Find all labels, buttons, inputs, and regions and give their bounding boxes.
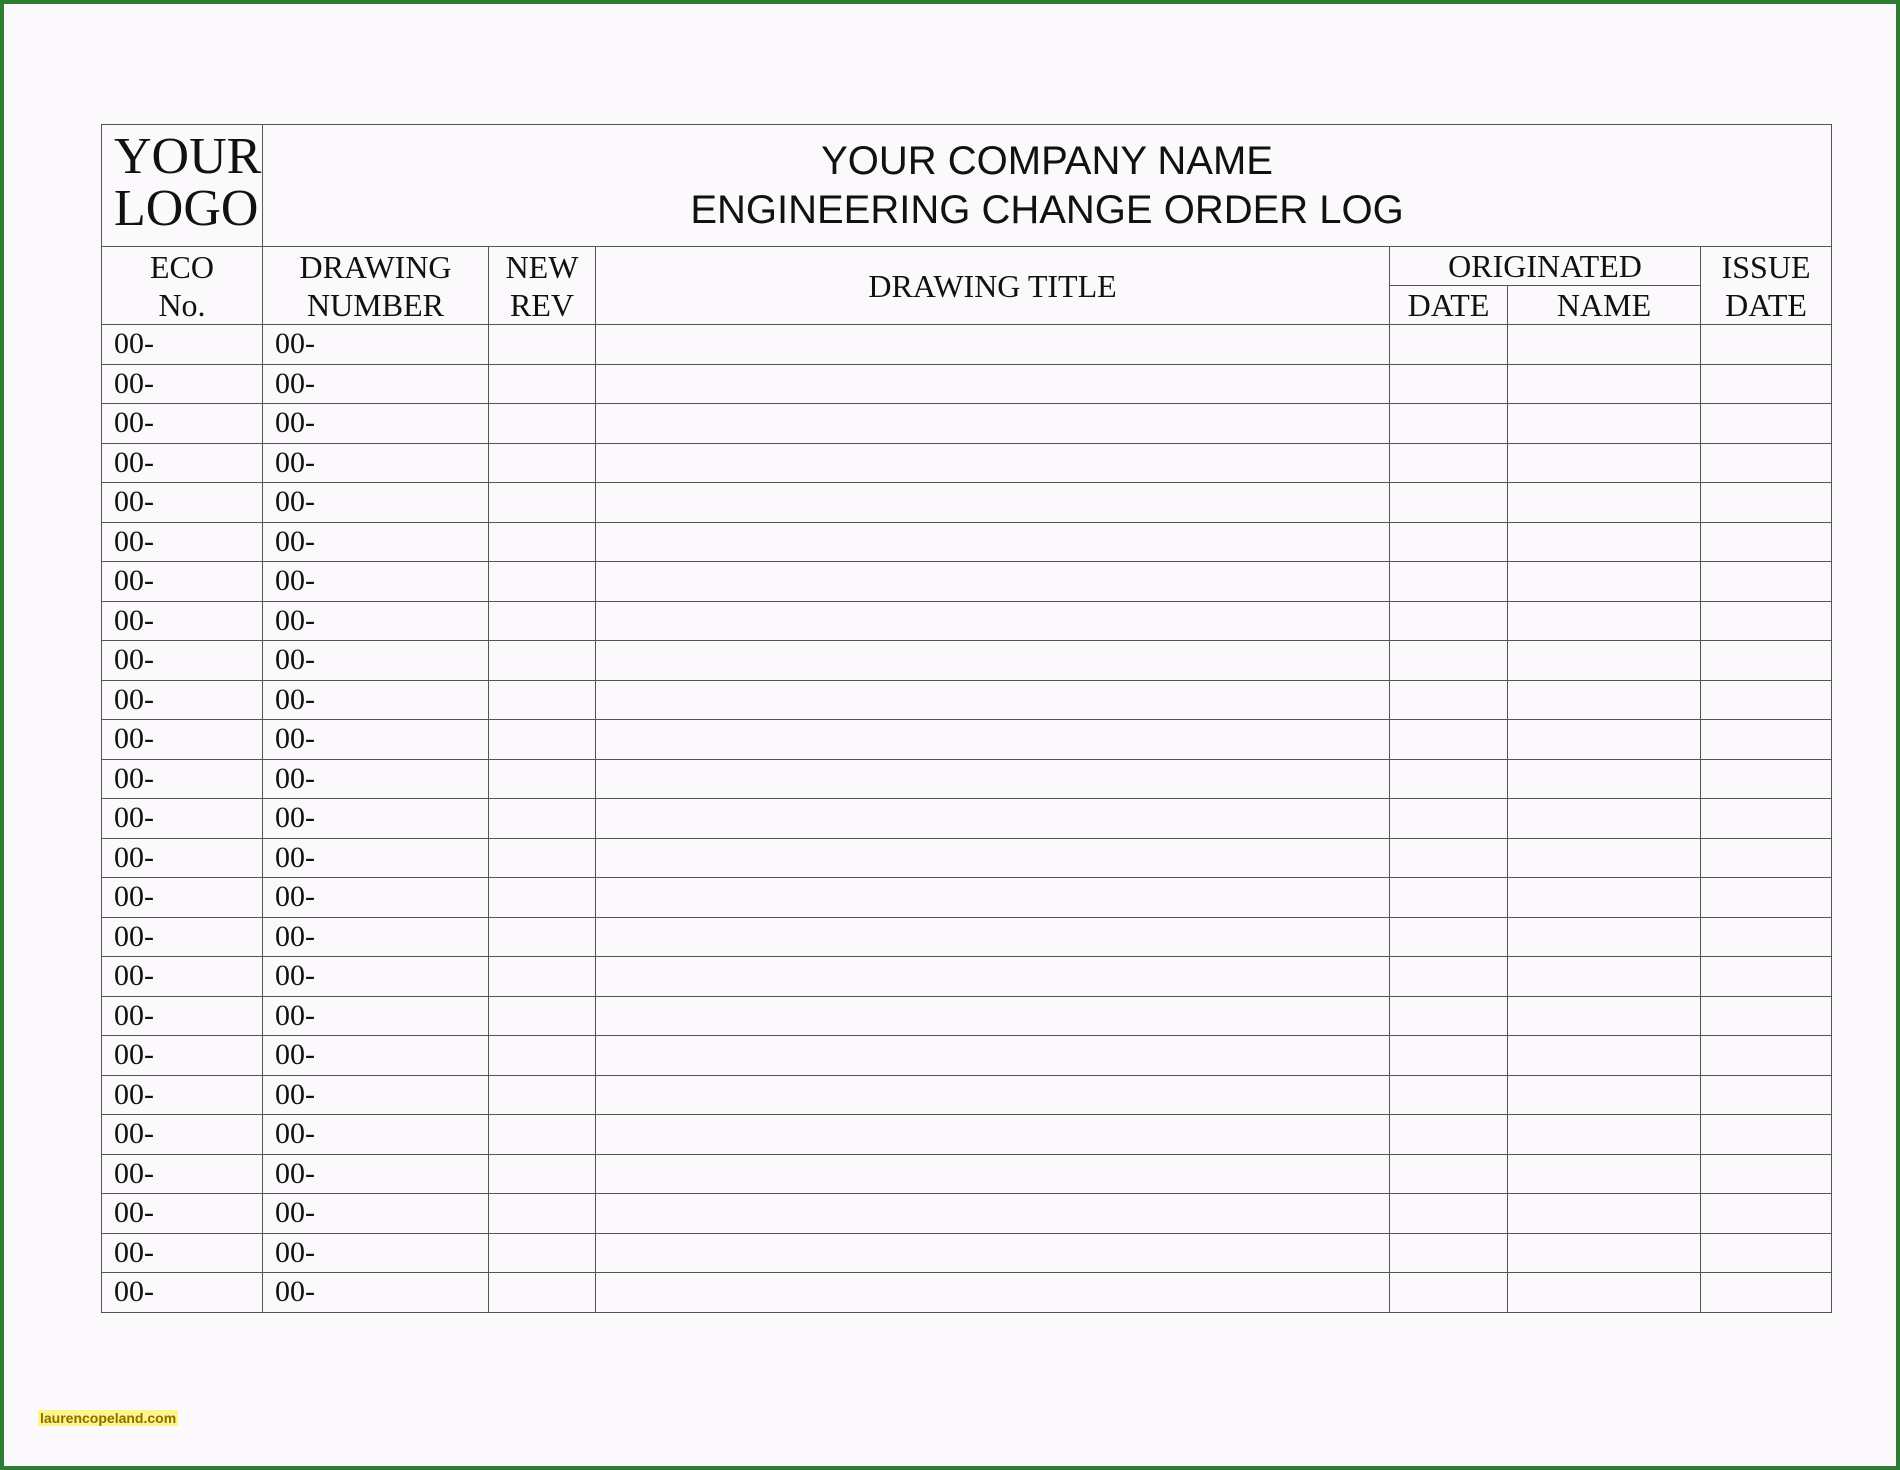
issue-date-cell[interactable] [1701, 1154, 1832, 1194]
originated-name-cell[interactable] [1508, 1233, 1701, 1273]
new-rev-cell[interactable] [489, 1233, 596, 1273]
drawing-number-cell[interactable]: 00- [263, 1194, 489, 1234]
issue-date-cell[interactable] [1701, 325, 1832, 365]
table-row [102, 957, 1832, 997]
originated-date-cell[interactable] [1390, 1194, 1508, 1234]
originated-name-cell[interactable] [1508, 325, 1701, 365]
new-rev-cell[interactable] [489, 1036, 596, 1076]
eco-cell[interactable]: 00- [102, 1115, 263, 1155]
eco-cell[interactable]: 00- [102, 325, 263, 365]
drawing-number-cell[interactable]: 00- [263, 1233, 489, 1273]
company-name: YOUR COMPANY NAME [821, 138, 1273, 183]
new-rev-cell[interactable] [489, 799, 596, 839]
new-rev-cell[interactable] [489, 1194, 596, 1234]
issue-date-cell[interactable] [1701, 601, 1832, 641]
originated-date-cell[interactable] [1390, 522, 1508, 562]
drawing-title-cell[interactable] [596, 1194, 1390, 1234]
table-row [102, 680, 1832, 720]
drawing-number-cell[interactable]: 00- [263, 404, 489, 444]
table-row [102, 1194, 1832, 1234]
originated-date-cell[interactable] [1390, 680, 1508, 720]
logo-line-1: YOUR [114, 128, 262, 185]
table-row [102, 917, 1832, 957]
new-rev-cell[interactable] [489, 443, 596, 483]
new-rev-cell[interactable] [489, 562, 596, 602]
originated-name-cell[interactable] [1508, 641, 1701, 681]
originated-name-cell[interactable] [1508, 838, 1701, 878]
eco-cell[interactable]: 00- [102, 996, 263, 1036]
table-row [102, 364, 1832, 404]
table-row [102, 483, 1832, 523]
originated-name-cell[interactable] [1508, 1194, 1701, 1234]
drawing-title-cell[interactable] [596, 443, 1390, 483]
originated-name-cell[interactable] [1508, 562, 1701, 602]
drawing-number-cell[interactable]: 00- [263, 996, 489, 1036]
col-eco-no [102, 247, 263, 325]
eco-cell[interactable]: 00- [102, 720, 263, 760]
eco-cell[interactable]: 00- [102, 1036, 263, 1076]
eco-cell[interactable]: 00- [102, 680, 263, 720]
drawing-number-cell[interactable]: 00- [263, 838, 489, 878]
col-issue-date [1701, 247, 1832, 325]
table-row [102, 1233, 1832, 1273]
originated-name-cell[interactable] [1508, 799, 1701, 839]
originated-date-cell[interactable] [1390, 996, 1508, 1036]
table-row [102, 799, 1832, 839]
originated-date-cell[interactable] [1390, 404, 1508, 444]
document-title: ENGINEERING CHANGE ORDER LOG [690, 187, 1404, 232]
originated-date-cell[interactable] [1390, 562, 1508, 602]
col-issue-line1: ISSUE [1721, 248, 1811, 285]
drawing-number-cell[interactable]: 00- [263, 364, 489, 404]
eco-cell[interactable]: 00- [102, 483, 263, 523]
eco-cell[interactable]: 00- [102, 562, 263, 602]
issue-date-cell[interactable] [1701, 957, 1832, 997]
issue-date-cell[interactable] [1701, 1194, 1832, 1234]
originated-name-cell[interactable] [1508, 917, 1701, 957]
title-row [102, 125, 1832, 247]
new-rev-cell[interactable] [489, 325, 596, 365]
originated-date-cell[interactable] [1390, 957, 1508, 997]
drawing-title-cell[interactable] [596, 325, 1390, 365]
originated-name-cell[interactable] [1508, 720, 1701, 760]
originated-date-cell[interactable] [1390, 1036, 1508, 1076]
new-rev-cell[interactable] [489, 1273, 596, 1313]
eco-cell[interactable]: 00- [102, 1154, 263, 1194]
table-row [102, 759, 1832, 799]
drawing-number-cell[interactable]: 00- [263, 1036, 489, 1076]
drawing-number-cell[interactable]: 00- [263, 325, 489, 365]
eco-cell[interactable]: 00- [102, 1075, 263, 1115]
originated-date-cell[interactable] [1390, 1273, 1508, 1313]
drawing-title-cell[interactable] [596, 601, 1390, 641]
issue-date-cell[interactable] [1701, 443, 1832, 483]
title-block [263, 125, 1832, 247]
drawing-title-cell[interactable] [596, 522, 1390, 562]
issue-date-cell[interactable] [1701, 641, 1832, 681]
issue-date-cell[interactable] [1701, 996, 1832, 1036]
originated-date-cell[interactable] [1390, 759, 1508, 799]
col-originated: ORIGINATED [1390, 247, 1701, 286]
drawing-title-cell[interactable] [596, 838, 1390, 878]
col-rev-line1: NEW [505, 248, 579, 285]
issue-date-cell[interactable] [1701, 1075, 1832, 1115]
drawing-number-cell[interactable]: 00- [263, 641, 489, 681]
drawing-number-cell[interactable]: 00- [263, 957, 489, 997]
drawing-number-cell[interactable]: 00- [263, 878, 489, 918]
table-row [102, 1036, 1832, 1076]
issue-date-cell[interactable] [1701, 878, 1832, 918]
table-row [102, 522, 1832, 562]
eco-cell[interactable]: 00- [102, 601, 263, 641]
new-rev-cell[interactable] [489, 641, 596, 681]
drawing-title-cell[interactable] [596, 562, 1390, 602]
originated-name-cell[interactable] [1508, 522, 1701, 562]
drawing-number-cell[interactable]: 00- [263, 1115, 489, 1155]
originated-date-cell[interactable] [1390, 720, 1508, 760]
drawing-title-cell[interactable] [596, 1036, 1390, 1076]
table-row [102, 641, 1832, 681]
eco-cell[interactable]: 00- [102, 838, 263, 878]
drawing-title-cell[interactable] [596, 799, 1390, 839]
issue-date-cell[interactable] [1701, 483, 1832, 523]
col-drawing-number [263, 247, 489, 325]
new-rev-cell[interactable] [489, 364, 596, 404]
issue-date-cell[interactable] [1701, 799, 1832, 839]
new-rev-cell[interactable] [489, 1115, 596, 1155]
table-row [102, 996, 1832, 1036]
originated-name-cell[interactable] [1508, 601, 1701, 641]
originated-date-cell[interactable] [1390, 483, 1508, 523]
table-row [102, 404, 1832, 444]
new-rev-cell[interactable] [489, 680, 596, 720]
issue-date-cell[interactable] [1701, 838, 1832, 878]
drawing-title-cell[interactable] [596, 996, 1390, 1036]
issue-date-cell[interactable] [1701, 1115, 1832, 1155]
drawing-number-cell[interactable]: 00- [263, 680, 489, 720]
drawing-title-cell[interactable] [596, 483, 1390, 523]
new-rev-cell[interactable] [489, 483, 596, 523]
issue-date-cell[interactable] [1701, 404, 1832, 444]
drawing-title-cell[interactable] [596, 1154, 1390, 1194]
new-rev-cell[interactable] [489, 1154, 596, 1194]
log-body [102, 325, 1832, 1313]
originated-date-cell[interactable] [1390, 1233, 1508, 1273]
drawing-number-cell[interactable]: 00- [263, 1075, 489, 1115]
col-new-rev [489, 247, 596, 325]
new-rev-cell[interactable] [489, 838, 596, 878]
table-row [102, 1115, 1832, 1155]
drawing-title-cell[interactable] [596, 759, 1390, 799]
issue-date-cell[interactable] [1701, 917, 1832, 957]
eco-cell[interactable]: 00- [102, 917, 263, 957]
new-rev-cell[interactable] [489, 917, 596, 957]
originated-name-cell[interactable] [1508, 483, 1701, 523]
originated-name-cell[interactable] [1508, 364, 1701, 404]
issue-date-cell[interactable] [1701, 1273, 1832, 1313]
eco-cell[interactable]: 00- [102, 404, 263, 444]
originated-name-cell[interactable] [1508, 996, 1701, 1036]
drawing-number-cell[interactable]: 00- [263, 917, 489, 957]
issue-date-cell[interactable] [1701, 364, 1832, 404]
drawing-number-cell[interactable]: 00- [263, 720, 489, 760]
table-row [102, 562, 1832, 602]
issue-date-cell[interactable] [1701, 720, 1832, 760]
drawing-title-cell[interactable] [596, 641, 1390, 681]
originated-date-cell[interactable] [1390, 1115, 1508, 1155]
issue-date-cell[interactable] [1701, 680, 1832, 720]
originated-name-cell[interactable] [1508, 1115, 1701, 1155]
originated-name-cell[interactable] [1508, 1273, 1701, 1313]
table-row [102, 1154, 1832, 1194]
drawing-title-cell[interactable] [596, 364, 1390, 404]
eco-cell[interactable]: 00- [102, 641, 263, 681]
issue-date-cell[interactable] [1701, 759, 1832, 799]
col-originated-date: DATE [1390, 286, 1508, 325]
drawing-title-cell[interactable] [596, 404, 1390, 444]
col-eco-line2: No. [158, 286, 206, 323]
new-rev-cell[interactable] [489, 996, 596, 1036]
col-rev-line2: REV [510, 286, 574, 323]
originated-name-cell[interactable] [1508, 443, 1701, 483]
drawing-title-cell[interactable] [596, 1273, 1390, 1313]
issue-date-cell[interactable] [1701, 562, 1832, 602]
originated-date-cell[interactable] [1390, 1154, 1508, 1194]
col-issue-line2: DATE [1725, 286, 1807, 323]
drawing-number-cell[interactable]: 00- [263, 562, 489, 602]
drawing-number-cell[interactable]: 00- [263, 443, 489, 483]
originated-date-cell[interactable] [1390, 838, 1508, 878]
originated-name-cell[interactable] [1508, 878, 1701, 918]
originated-date-cell[interactable] [1390, 443, 1508, 483]
watermark: laurencopeland.com [40, 1410, 177, 1426]
originated-date-cell[interactable] [1390, 641, 1508, 681]
drawing-number-cell[interactable]: 00- [263, 1154, 489, 1194]
eco-cell[interactable]: 00- [102, 759, 263, 799]
eco-cell[interactable]: 00- [102, 799, 263, 839]
originated-date-cell[interactable] [1390, 364, 1508, 404]
eco-cell[interactable]: 00- [102, 443, 263, 483]
logo-placeholder [102, 125, 263, 247]
originated-date-cell[interactable] [1390, 917, 1508, 957]
drawing-number-cell[interactable]: 00- [263, 1273, 489, 1313]
originated-name-cell[interactable] [1508, 1036, 1701, 1076]
new-rev-cell[interactable] [489, 1075, 596, 1115]
originated-name-cell[interactable] [1508, 1075, 1701, 1115]
column-header-row-1 [102, 247, 1832, 286]
eco-cell[interactable]: 00- [102, 1273, 263, 1313]
originated-date-cell[interactable] [1390, 799, 1508, 839]
drawing-title-cell[interactable] [596, 878, 1390, 918]
col-eco-line1: ECO [150, 248, 214, 285]
new-rev-cell[interactable] [489, 404, 596, 444]
new-rev-cell[interactable] [489, 878, 596, 918]
logo-line-2: LOGO [114, 180, 259, 237]
issue-date-cell[interactable] [1701, 1036, 1832, 1076]
originated-name-cell[interactable] [1508, 759, 1701, 799]
originated-date-cell[interactable] [1390, 601, 1508, 641]
drawing-number-cell[interactable]: 00- [263, 601, 489, 641]
drawing-title-cell[interactable] [596, 1075, 1390, 1115]
drawing-number-cell[interactable]: 00- [263, 522, 489, 562]
col-drawing-title: DRAWING TITLE [596, 247, 1390, 325]
col-drawing-line2: NUMBER [307, 286, 444, 323]
drawing-number-cell[interactable]: 00- [263, 799, 489, 839]
originated-name-cell[interactable] [1508, 1154, 1701, 1194]
new-rev-cell[interactable] [489, 957, 596, 997]
new-rev-cell[interactable] [489, 601, 596, 641]
table-row [102, 1273, 1832, 1313]
drawing-number-cell[interactable]: 00- [263, 759, 489, 799]
eco-cell[interactable]: 00- [102, 878, 263, 918]
issue-date-cell[interactable] [1701, 1233, 1832, 1273]
originated-date-cell[interactable] [1390, 1075, 1508, 1115]
originated-date-cell[interactable] [1390, 325, 1508, 365]
drawing-title-cell[interactable] [596, 680, 1390, 720]
new-rev-cell[interactable] [489, 522, 596, 562]
table-row [102, 601, 1832, 641]
table-row [102, 443, 1832, 483]
drawing-number-cell[interactable]: 00- [263, 483, 489, 523]
table-row [102, 878, 1832, 918]
table-row [102, 720, 1832, 760]
col-originated-name: NAME [1508, 286, 1701, 325]
drawing-title-cell[interactable] [596, 957, 1390, 997]
new-rev-cell[interactable] [489, 720, 596, 760]
eco-cell[interactable]: 00- [102, 1194, 263, 1234]
drawing-title-cell[interactable] [596, 917, 1390, 957]
col-drawing-line1: DRAWING [299, 248, 452, 285]
new-rev-cell[interactable] [489, 759, 596, 799]
table-row [102, 838, 1832, 878]
eco-cell[interactable]: 00- [102, 1233, 263, 1273]
drawing-title-cell[interactable] [596, 720, 1390, 760]
originated-name-cell[interactable] [1508, 957, 1701, 997]
drawing-title-cell[interactable] [596, 1233, 1390, 1273]
eco-cell[interactable]: 00- [102, 364, 263, 404]
originated-name-cell[interactable] [1508, 404, 1701, 444]
eco-cell[interactable]: 00- [102, 957, 263, 997]
drawing-title-cell[interactable] [596, 1115, 1390, 1155]
eco-cell[interactable]: 00- [102, 522, 263, 562]
eco-log-table [101, 124, 1832, 1313]
issue-date-cell[interactable] [1701, 522, 1832, 562]
originated-name-cell[interactable] [1508, 680, 1701, 720]
originated-date-cell[interactable] [1390, 878, 1508, 918]
table-row [102, 325, 1832, 365]
table-row [102, 1075, 1832, 1115]
